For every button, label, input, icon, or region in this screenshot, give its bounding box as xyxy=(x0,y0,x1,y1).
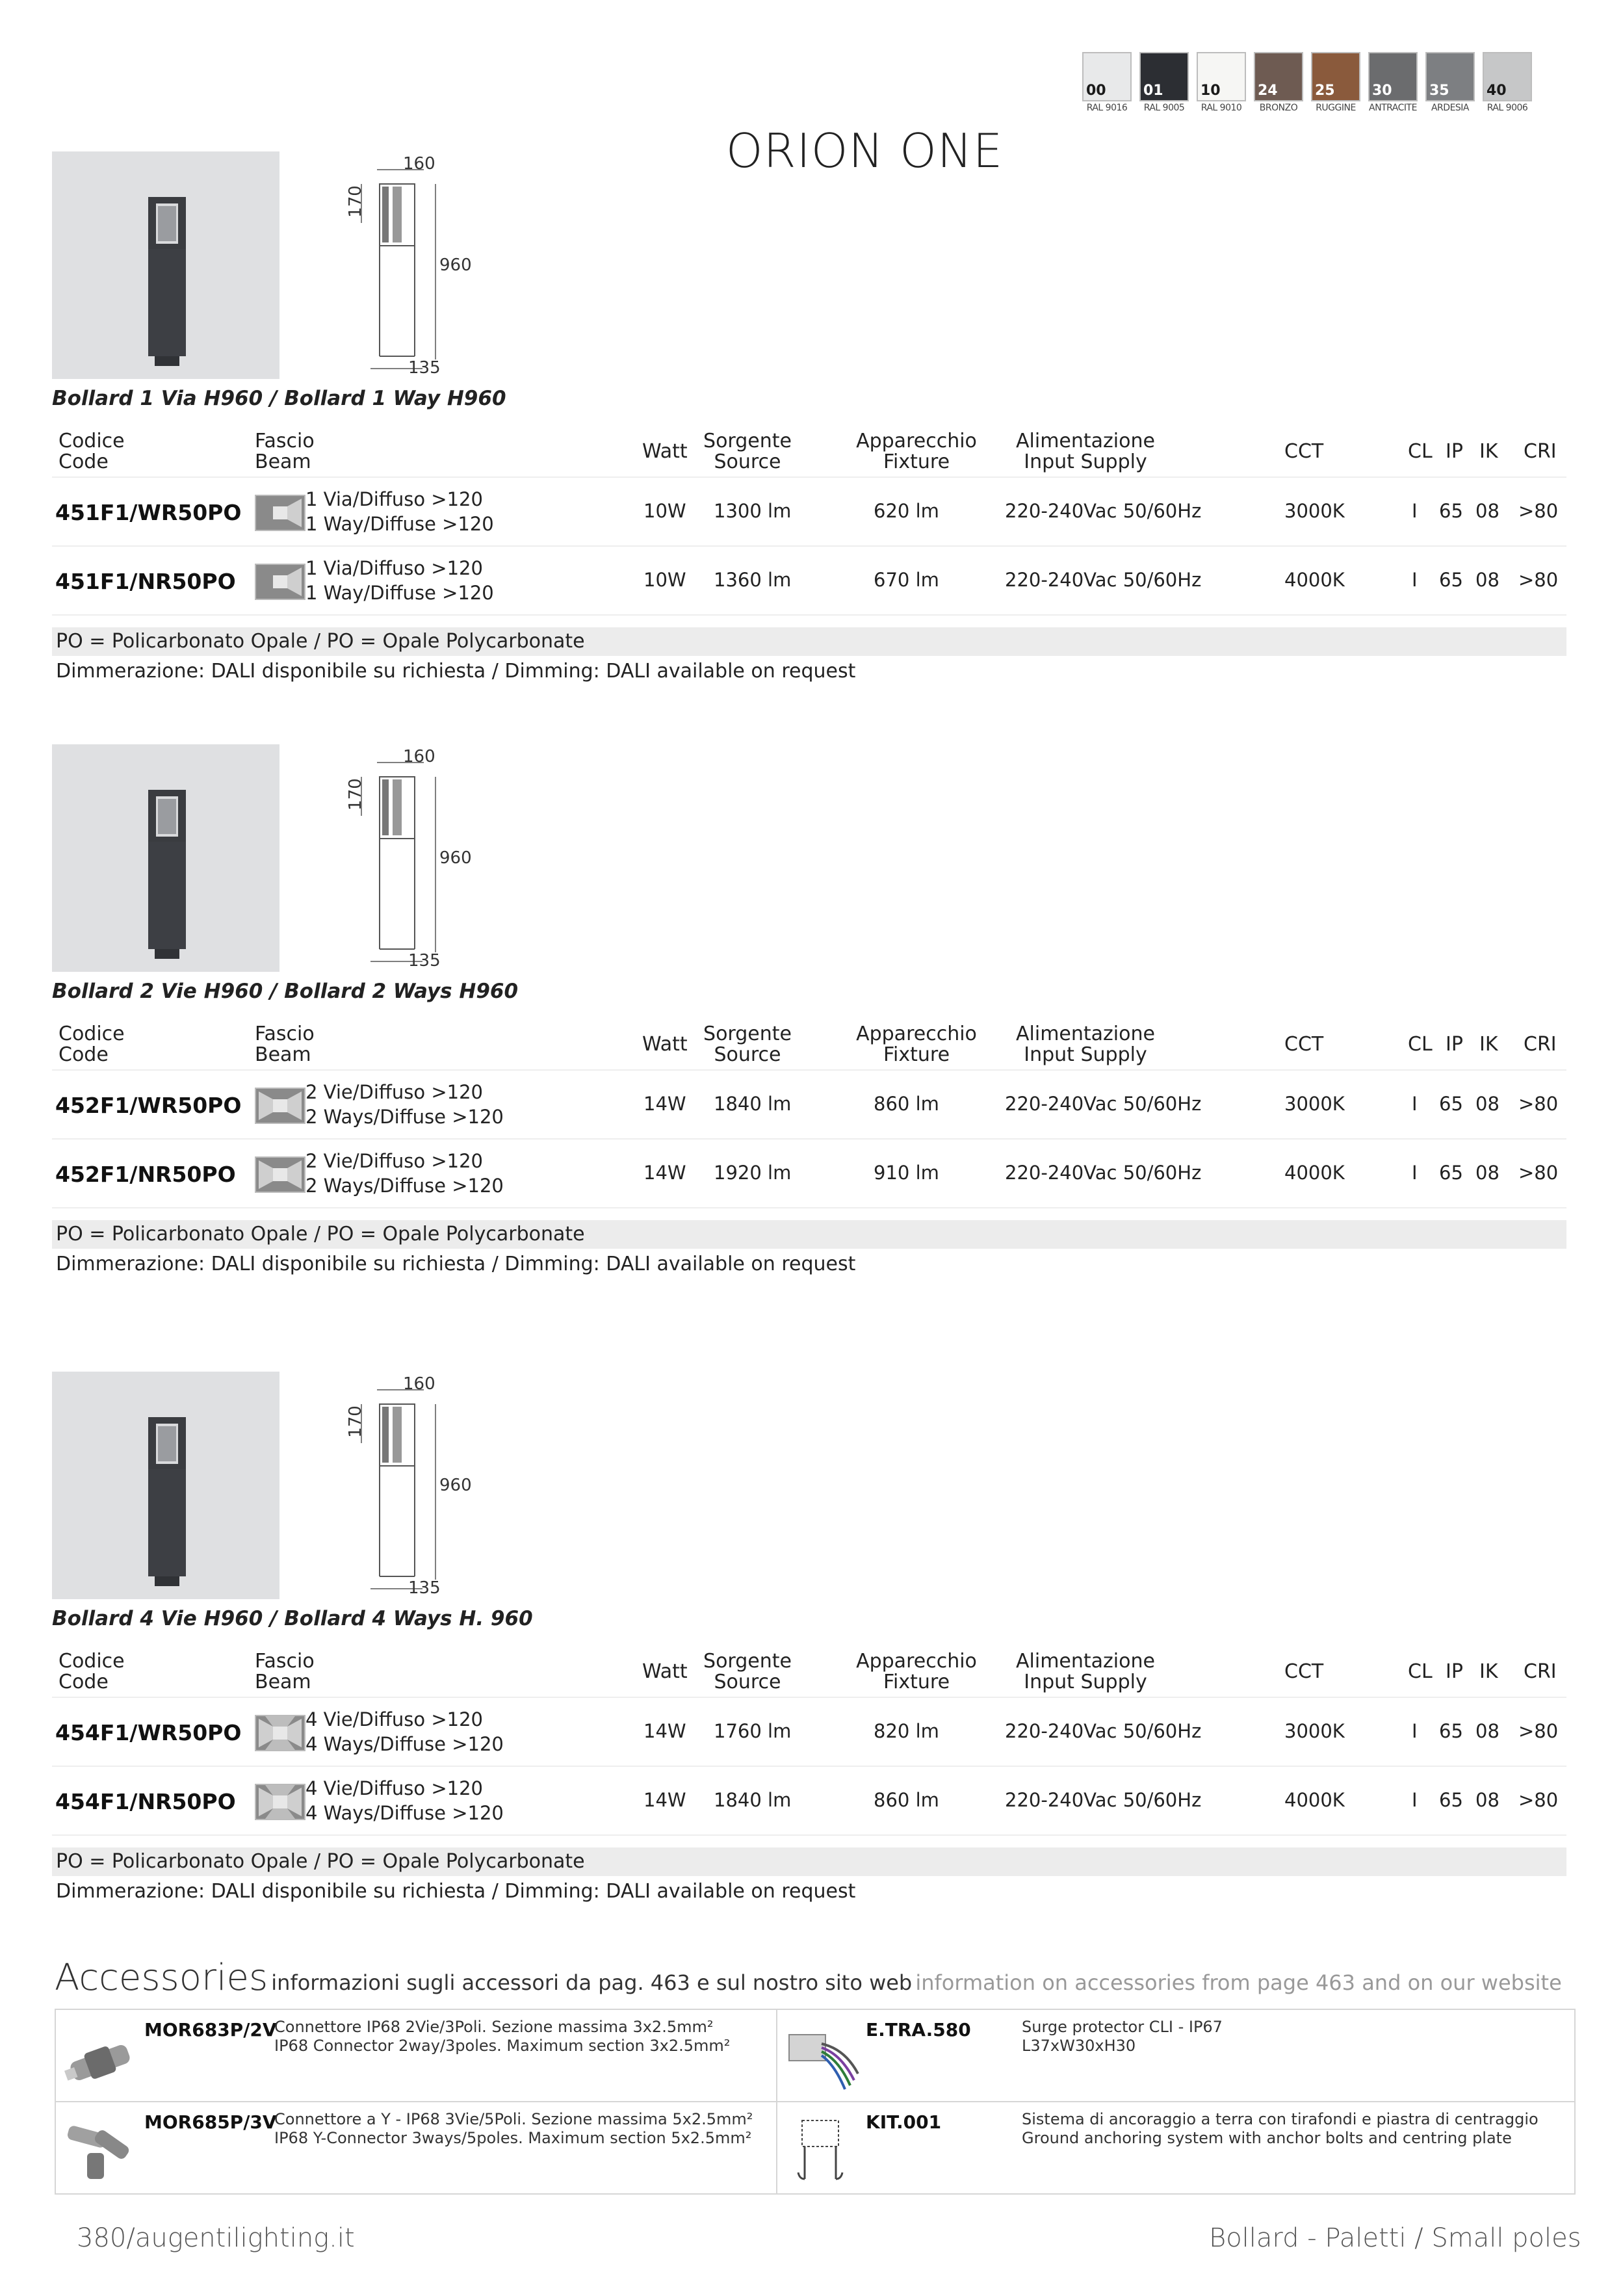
cct-value: 3000K xyxy=(1284,1093,1345,1115)
fixture-value: 860 lm xyxy=(874,1789,939,1811)
ik-value: 08 xyxy=(1475,1720,1500,1742)
finish-swatch xyxy=(1483,52,1532,113)
header-cl: CL xyxy=(1408,1660,1433,1683)
technical-drawing xyxy=(338,151,494,379)
header-code: Codice Code xyxy=(58,430,125,473)
supply-value: 220-240Vac 50/60Hz xyxy=(1005,500,1202,522)
finish-swatch xyxy=(1311,52,1360,113)
header-cri: CRI xyxy=(1524,1660,1557,1683)
header-cct: CCT xyxy=(1284,440,1324,463)
cri-value: >80 xyxy=(1518,1093,1559,1115)
beam-pattern-icon xyxy=(256,565,304,599)
beam-description: 1 Via/Diffuso >120 1 Way/Diffuse >120 xyxy=(305,557,494,604)
section-title: Bollard 1 Via H960 / Bollard 1 Way H960 xyxy=(52,387,506,410)
swatch-color xyxy=(1483,52,1532,101)
ik-value: 08 xyxy=(1475,1789,1500,1811)
beam-icon xyxy=(255,1784,305,1820)
accessories-info-it: informazioni sugli accessori da pag. 463 e sul nostro sito web xyxy=(271,1970,913,1995)
section-title: Bollard 2 Vie H960 / Bollard 2 Ways H960 xyxy=(52,980,519,1003)
technical-drawing xyxy=(338,744,494,972)
header-beam: Fascio Beam xyxy=(255,1023,315,1066)
accessory-item xyxy=(56,2010,815,2102)
anchoring-kit-icon xyxy=(783,2114,861,2185)
header-cl: CL xyxy=(1408,1033,1433,1056)
dim-base-label: 135 xyxy=(408,358,441,378)
fixture-value: 820 lm xyxy=(874,1720,939,1742)
bollard-photo-icon xyxy=(52,151,279,379)
header-ik: IK xyxy=(1479,1033,1498,1056)
accessory-code: MOR683P/2V xyxy=(144,2019,277,2041)
header-cl: CL xyxy=(1408,440,1433,463)
product-code: 454F1/NR50PO xyxy=(55,1789,236,1814)
watt-value: 10W xyxy=(643,569,686,591)
bollard-photo-icon xyxy=(52,744,279,972)
fixture-value: 670 lm xyxy=(874,569,939,591)
dim-head-label: 170 xyxy=(345,1405,365,1438)
accessory-description: Sistema di ancoraggio a terra con tirafondi e piastra di centraggio Ground anchoring system with anchor bolts and centring plate xyxy=(1022,2110,1539,2147)
source-value: 1360 lm xyxy=(714,569,792,591)
dim-head-label: 170 xyxy=(345,778,365,811)
cct-value: 4000K xyxy=(1284,1162,1345,1184)
beam-pattern-icon xyxy=(256,1158,304,1192)
connector-icon xyxy=(61,2022,139,2093)
product-photo xyxy=(52,1372,279,1599)
swatch-code: 35 xyxy=(1429,83,1449,99)
fixture-value: 620 lm xyxy=(874,500,939,522)
accessory-item xyxy=(777,2010,1537,2102)
product-photo xyxy=(52,744,279,972)
header-beam: Fascio Beam xyxy=(255,1650,315,1693)
finish-swatch xyxy=(1139,52,1189,113)
header-ip: IP xyxy=(1446,1033,1463,1056)
swatch-color xyxy=(1425,52,1475,101)
header-fixture: Apparecchio Fixture xyxy=(856,1023,977,1066)
swatch-code: 01 xyxy=(1143,83,1163,99)
bollard-photo-icon xyxy=(52,1372,279,1599)
beam-description: 4 Vie/Diffuso >120 4 Ways/Diffuse >120 xyxy=(305,1777,504,1824)
ik-value: 08 xyxy=(1475,1162,1500,1184)
ip-value: 65 xyxy=(1439,500,1463,522)
dimming-note: Dimmerazione: DALI disponibile su richiesta / Dimming: DALI available on request xyxy=(56,660,856,683)
accessory-code: KIT.001 xyxy=(866,2111,942,2133)
swatch-color xyxy=(1139,52,1189,101)
table-row xyxy=(0,1140,1623,1207)
ip-value: 65 xyxy=(1439,1789,1463,1811)
source-value: 1920 lm xyxy=(714,1162,792,1184)
swatch-ral: ANTRACITE xyxy=(1369,103,1417,113)
cl-value: I xyxy=(1412,500,1418,522)
source-value: 1760 lm xyxy=(714,1720,792,1742)
watt-value: 14W xyxy=(643,1720,686,1742)
dim-base-label: 135 xyxy=(408,951,441,971)
dim-height-label: 960 xyxy=(439,1476,472,1495)
swatch-code: 25 xyxy=(1315,83,1335,99)
supply-value: 220-240Vac 50/60Hz xyxy=(1005,569,1202,591)
header-code: Codice Code xyxy=(58,1023,125,1066)
swatch-code: 10 xyxy=(1201,83,1221,99)
cri-value: >80 xyxy=(1518,500,1559,522)
product-code: 452F1/NR50PO xyxy=(55,1162,236,1187)
finish-swatch xyxy=(1425,52,1475,113)
swatch-color xyxy=(1082,52,1132,101)
header-fixture: Apparecchio Fixture xyxy=(856,430,977,473)
footer-category: Bollard - Paletti / Small poles xyxy=(1209,2223,1581,2253)
header-cri: CRI xyxy=(1524,440,1557,463)
accessories-heading xyxy=(55,1957,1562,1999)
header-supply: Alimentazione Input Supply xyxy=(1016,1023,1155,1066)
swatch-color xyxy=(1197,52,1246,101)
swatch-ral: RAL 9010 xyxy=(1201,103,1242,113)
product-code: 451F1/WR50PO xyxy=(55,500,242,525)
ip-value: 65 xyxy=(1439,1093,1463,1115)
finish-swatches xyxy=(1082,52,1550,117)
ik-value: 08 xyxy=(1475,569,1500,591)
watt-value: 10W xyxy=(643,500,686,522)
accessories-info-en: information on accessories from page 463 and on our website xyxy=(915,1970,1562,1995)
swatch-ral: ARDESIA xyxy=(1431,103,1470,113)
surge-protector-icon xyxy=(783,2022,861,2093)
cri-value: >80 xyxy=(1518,1720,1559,1742)
header-supply: Alimentazione Input Supply xyxy=(1016,1650,1155,1693)
header-cct: CCT xyxy=(1284,1033,1324,1056)
supply-value: 220-240Vac 50/60Hz xyxy=(1005,1720,1202,1742)
dim-head-label: 170 xyxy=(345,185,365,218)
ik-value: 08 xyxy=(1475,1093,1500,1115)
cri-value: >80 xyxy=(1518,569,1559,591)
finish-swatch xyxy=(1254,52,1303,113)
dim-top-label: 160 xyxy=(403,154,435,174)
section-title: Bollard 4 Vie H960 / Bollard 4 Ways H. 960 xyxy=(52,1607,533,1630)
cct-value: 3000K xyxy=(1284,500,1345,522)
header-source: Sorgente Source xyxy=(703,430,792,473)
beam-icon xyxy=(255,1156,305,1193)
row-divider xyxy=(52,1834,1566,1836)
finish-swatch xyxy=(1368,52,1418,113)
source-value: 1840 lm xyxy=(714,1093,792,1115)
swatch-color xyxy=(1254,52,1303,101)
finish-swatch xyxy=(1197,52,1246,113)
swatch-color xyxy=(1311,52,1360,101)
beam-pattern-icon xyxy=(256,496,304,530)
y-connector-icon xyxy=(61,2114,139,2185)
material-note: PO = Policarbonato Opale / PO = Opale Polycarbonate xyxy=(52,1220,1566,1249)
cl-value: I xyxy=(1412,1720,1418,1742)
cl-value: I xyxy=(1412,1093,1418,1115)
swatch-code: 30 xyxy=(1372,83,1392,99)
header-fixture: Apparecchio Fixture xyxy=(856,1650,977,1693)
table-row xyxy=(0,478,1623,545)
dim-height-label: 960 xyxy=(439,255,472,275)
dim-top-label: 160 xyxy=(403,1374,435,1394)
table-row xyxy=(0,1698,1623,1766)
accessories-table xyxy=(55,2009,1576,2195)
cct-value: 4000K xyxy=(1284,569,1345,591)
beam-icon xyxy=(255,495,305,531)
supply-value: 220-240Vac 50/60Hz xyxy=(1005,1093,1202,1115)
footer-page-number: 380/augentilighting.it xyxy=(77,2223,355,2253)
header-ik: IK xyxy=(1479,440,1498,463)
beam-description: 2 Vie/Diffuso >120 2 Ways/Diffuse >120 xyxy=(305,1150,504,1197)
header-cri: CRI xyxy=(1524,1033,1557,1056)
cct-value: 3000K xyxy=(1284,1720,1345,1742)
watt-value: 14W xyxy=(643,1789,686,1811)
swatch-ral: RAL 9005 xyxy=(1143,103,1185,113)
beam-icon xyxy=(255,1088,305,1124)
dimming-note: Dimmerazione: DALI disponibile su richiesta / Dimming: DALI available on request xyxy=(56,1880,856,1903)
swatch-code: 24 xyxy=(1258,83,1278,99)
table-row xyxy=(0,1767,1623,1834)
ip-value: 65 xyxy=(1439,1162,1463,1184)
product-code: 451F1/NR50PO xyxy=(55,569,236,594)
swatch-ral: RUGGINE xyxy=(1316,103,1356,113)
fixture-value: 910 lm xyxy=(874,1162,939,1184)
accessory-description: Surge protector CLI - IP67 L37xW30xH30 xyxy=(1022,2018,1223,2055)
swatch-color xyxy=(1368,52,1418,101)
technical-drawing xyxy=(338,1372,494,1599)
header-watt: Watt xyxy=(642,1033,688,1056)
accessory-code: E.TRA.580 xyxy=(866,2019,971,2041)
header-ip: IP xyxy=(1446,440,1463,463)
cri-value: >80 xyxy=(1518,1162,1559,1184)
dim-height-label: 960 xyxy=(439,848,472,868)
product-photo xyxy=(52,151,279,379)
cl-value: I xyxy=(1412,1162,1418,1184)
cct-value: 4000K xyxy=(1284,1789,1345,1811)
swatch-ral: RAL 9016 xyxy=(1086,103,1128,113)
header-watt: Watt xyxy=(642,440,688,463)
page-title: ORION ONE xyxy=(725,124,1004,178)
source-value: 1840 lm xyxy=(714,1789,792,1811)
finish-swatch xyxy=(1082,52,1132,113)
fixture-value: 860 lm xyxy=(874,1093,939,1115)
ik-value: 08 xyxy=(1475,500,1500,522)
accessory-item xyxy=(777,2102,1537,2194)
ip-value: 65 xyxy=(1439,569,1463,591)
header-beam: Fascio Beam xyxy=(255,430,315,473)
header-supply: Alimentazione Input Supply xyxy=(1016,430,1155,473)
swatch-ral: BRONZO xyxy=(1259,103,1298,113)
dim-base-label: 135 xyxy=(408,1578,441,1598)
material-note: PO = Policarbonato Opale / PO = Opale Polycarbonate xyxy=(52,1847,1566,1876)
watt-value: 14W xyxy=(643,1093,686,1115)
accessory-code: MOR685P/3V xyxy=(144,2111,277,2133)
beam-icon xyxy=(255,564,305,600)
row-divider xyxy=(52,1207,1566,1208)
accessories-title: Accessories xyxy=(55,1957,268,1999)
row-divider xyxy=(52,614,1566,616)
dimming-note: Dimmerazione: DALI disponibile su richiesta / Dimming: DALI available on request xyxy=(56,1253,856,1275)
cl-value: I xyxy=(1412,569,1418,591)
beam-pattern-icon xyxy=(256,1716,304,1750)
header-source: Sorgente Source xyxy=(703,1023,792,1066)
cl-value: I xyxy=(1412,1789,1418,1811)
header-source: Sorgente Source xyxy=(703,1650,792,1693)
supply-value: 220-240Vac 50/60Hz xyxy=(1005,1162,1202,1184)
header-cct: CCT xyxy=(1284,1660,1324,1683)
swatch-code: 40 xyxy=(1487,83,1507,99)
beam-description: 2 Vie/Diffuso >120 2 Ways/Diffuse >120 xyxy=(305,1081,504,1128)
cri-value: >80 xyxy=(1518,1789,1559,1811)
accessory-description: Connettore IP68 2Vie/3Poli. Sezione massima 3x2.5mm² IP68 Connector 2way/3poles. Maximum section 3x2.5mm² xyxy=(274,2018,731,2055)
supply-value: 220-240Vac 50/60Hz xyxy=(1005,1789,1202,1811)
swatch-ral: RAL 9006 xyxy=(1487,103,1528,113)
beam-description: 4 Vie/Diffuso >120 4 Ways/Diffuse >120 xyxy=(305,1708,504,1755)
beam-description: 1 Via/Diffuso >120 1 Way/Diffuse >120 xyxy=(305,488,494,535)
source-value: 1300 lm xyxy=(714,500,792,522)
table-row xyxy=(0,1071,1623,1138)
table-row xyxy=(0,547,1623,614)
header-ip: IP xyxy=(1446,1660,1463,1683)
dim-top-label: 160 xyxy=(403,747,435,766)
header-code: Codice Code xyxy=(58,1650,125,1693)
beam-pattern-icon xyxy=(256,1089,304,1123)
beam-pattern-icon xyxy=(256,1785,304,1819)
header-ik: IK xyxy=(1479,1660,1498,1683)
header-watt: Watt xyxy=(642,1660,688,1683)
beam-icon xyxy=(255,1715,305,1751)
material-note: PO = Policarbonato Opale / PO = Opale Polycarbonate xyxy=(52,627,1566,656)
accessory-description: Connettore a Y - IP68 3Vie/5Poli. Sezione massima 5x2.5mm² IP68 Y-Connector 3ways/5poles. Maximum section 5x2.5mm² xyxy=(274,2110,753,2147)
product-code: 452F1/WR50PO xyxy=(55,1093,242,1118)
product-code: 454F1/WR50PO xyxy=(55,1720,242,1745)
ip-value: 65 xyxy=(1439,1720,1463,1742)
watt-value: 14W xyxy=(643,1162,686,1184)
accessory-item xyxy=(56,2102,815,2194)
swatch-code: 00 xyxy=(1086,83,1106,99)
